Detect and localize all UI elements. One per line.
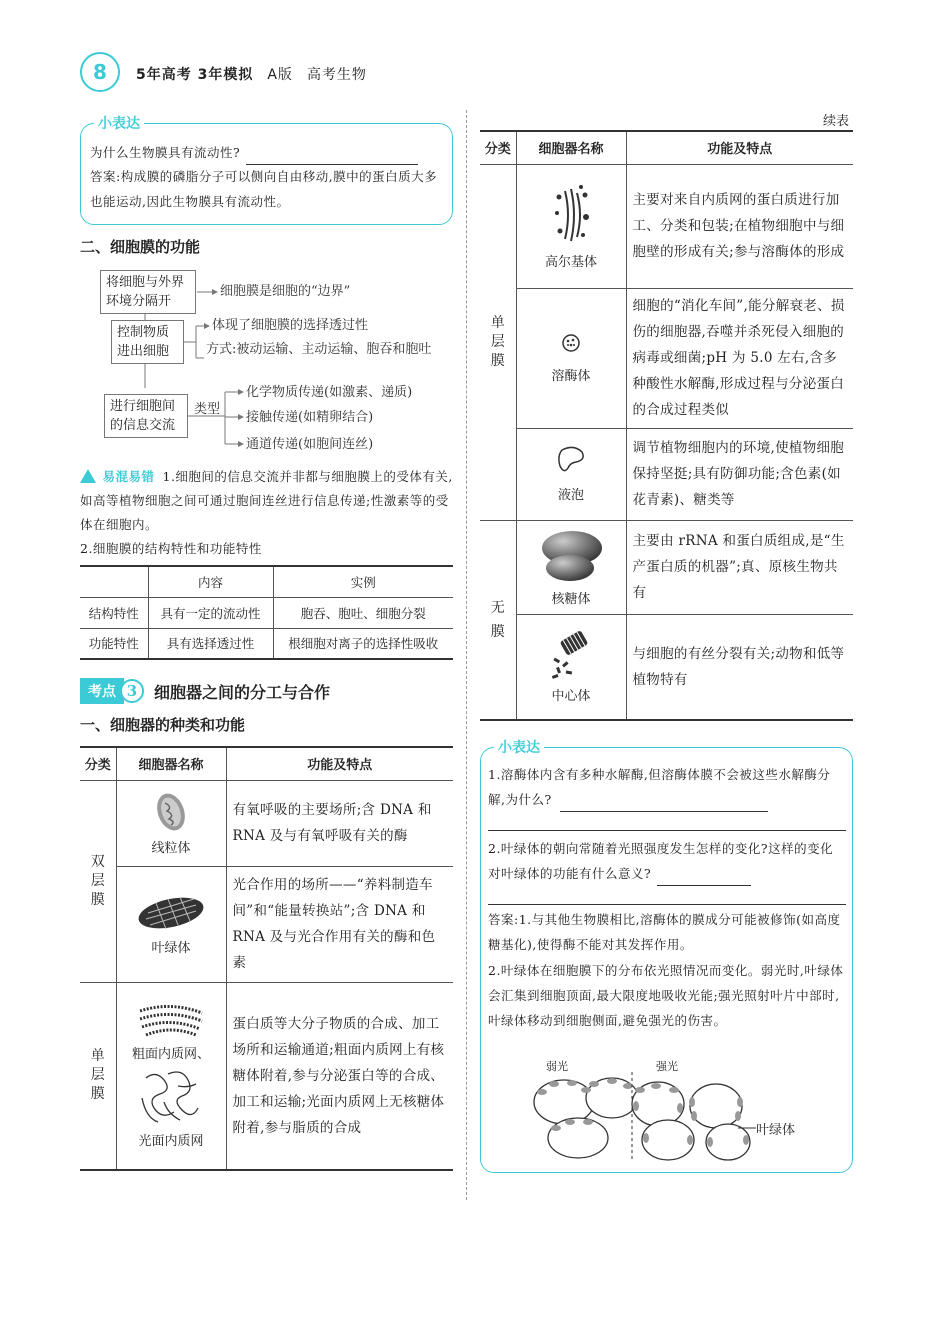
organelle-name: 叶绿体	[151, 940, 191, 956]
continued-label: 续表	[823, 114, 850, 129]
book-title	[136, 64, 367, 84]
topic-label: 考点	[80, 678, 124, 704]
membrane-property-table	[80, 565, 453, 660]
table-row	[80, 780, 453, 866]
organelle-cell	[116, 866, 226, 982]
table-row	[80, 597, 453, 628]
table-row	[80, 982, 453, 1170]
flow-box-separate: 将细胞与外界环境分隔开	[100, 270, 196, 314]
topic-banner	[80, 678, 330, 704]
book-name: 5年高考 3年模拟	[136, 67, 254, 83]
organelle-function: 调节植物细胞内的环境,使植物细胞保持坚挺;具有防御功能;含色素(如花青素)、糖类等	[626, 428, 853, 520]
flow-result-channel: 通道传递(如胞间连丝)	[246, 437, 374, 452]
organelle-cell	[116, 982, 226, 1170]
lysosome-image	[561, 333, 581, 353]
table-header-row	[480, 131, 853, 164]
section-heading-organelle-types: 一、细胞器的种类和功能	[80, 716, 246, 734]
mitochondrion-image	[151, 791, 191, 833]
category-single-membrane	[480, 164, 516, 520]
warning-icon	[80, 469, 96, 483]
table-row	[480, 520, 853, 614]
table-cell: 根细胞对离子的选择性吸收	[273, 628, 453, 659]
table-cell: 结构特性	[80, 597, 148, 628]
table-row	[480, 614, 853, 720]
table-row	[480, 288, 853, 428]
answer-line	[657, 872, 751, 886]
category-single-membrane	[80, 982, 116, 1170]
category-label: 单层膜	[490, 314, 505, 369]
topic-number: 3	[120, 679, 144, 703]
table-header-cell	[80, 566, 148, 597]
flow-result-contact: 接触传递(如精卵结合)	[246, 410, 374, 425]
category-double-membrane	[80, 780, 116, 982]
organelle-cell	[516, 288, 626, 428]
organelle-function: 蛋白质等大分子物质的合成、加工场所和运输通道;粗面内质网上有核糖体附着,参与分泌蛋白等的合成、加工和运输;光面内质网上无核糖体附着,参与脂质的合成	[226, 982, 453, 1170]
table-header-cell: 细胞器名称	[516, 131, 626, 164]
centrosome-image	[548, 629, 594, 681]
chloroplast-image	[136, 893, 206, 933]
label-strong-light: 强光	[656, 1060, 678, 1073]
organelle-table-right	[480, 130, 853, 721]
warning-text-1: 1.细胞间的信息交流并非都与细胞膜上的受体有关,如高等植物细胞之间可通过胞间连丝进行信息传递;性激素等的受体在细胞内。	[80, 469, 453, 532]
box2-question-2-text: 2.叶绿体的朝向常随着光照强度发生怎样的变化?这样的变化对叶绿体的功能有什么意义?	[488, 841, 834, 881]
box2-question-1	[488, 762, 846, 812]
flow-result-selective: 体现了细胞膜的选择透过性	[212, 318, 369, 333]
edition: A版	[267, 67, 293, 83]
table-cell: 具有一定的流动性	[148, 597, 273, 628]
organelle-name: 线粒体	[151, 840, 191, 856]
flow-box-communication: 进行细胞间的信息交流	[104, 394, 188, 438]
ribosome-image	[536, 528, 606, 584]
expression-box-1-title: 小表达	[94, 113, 144, 133]
column-divider	[466, 110, 467, 1200]
table-header-row	[80, 747, 453, 780]
organelle-function: 主要对来自内质网的蛋白质进行加工、分类和包装;在植物细胞中与细胞壁的形成有关;参与溶酶体的形成	[626, 164, 853, 288]
table-cell: 胞吞、胞吐、细胞分裂	[273, 597, 453, 628]
flow-result-boundary: 细胞膜是细胞的“边界”	[220, 284, 351, 299]
expression-box-2-title: 小表达	[494, 737, 544, 757]
table-cell: 具有选择透过性	[148, 628, 273, 659]
box2-question-1-text: 1.溶酶体内含有多种水解酶,但溶酶体膜不会被这些水解酶分解,为什么?	[488, 767, 831, 807]
table-header-cell: 分类	[480, 131, 516, 164]
box2-answer-2: 2.叶绿体在细胞膜下的分布依光照情况而变化。弱光时,叶绿体会汇集到细胞顶面,最大限度地吸收光能;强光照射叶片中部时,叶绿体移动到细胞侧面,避免强光的伤害。	[488, 963, 844, 1028]
table-header-cell: 内容	[148, 566, 273, 597]
organelle-cell	[516, 164, 626, 288]
page-number: 8	[80, 52, 120, 92]
table-header-cell: 实例	[273, 566, 453, 597]
table-header-row	[80, 566, 453, 597]
answer-line	[488, 904, 846, 905]
flow-result-chemical: 化学物质传递(如激素、递质)	[246, 385, 413, 400]
organelle-name: 溶酶体	[551, 368, 591, 384]
organelle-function: 主要由 rRNA 和蛋白质组成,是“生产蛋白质的机器”;真、原核生物共有	[626, 520, 853, 614]
organelle-name: 核糖体	[551, 591, 591, 607]
organelle-function: 有氧呼吸的主要场所;含 DNA 和 RNA 及与有氧呼吸有关的酶	[226, 780, 453, 866]
smooth-er-image	[138, 1068, 204, 1126]
organelle-function: 与细胞的有丝分裂有关;动物和低等植物特有	[626, 614, 853, 720]
golgi-image	[551, 183, 591, 247]
organelle-function: 光合作用的场所——“养料制造车间”和“能量转换站”;含 DNA 和 RNA 及与光合作用有关的酶和色素	[226, 866, 453, 982]
box1-question-text: 为什么生物膜具有流动性?	[90, 145, 241, 160]
subject: 高考生物	[306, 67, 367, 83]
box1-answer: 答案:构成膜的磷脂分子可以侧向自由移动,膜中的蛋白质大多也能运动,因此生物膜具有流动性。	[90, 169, 438, 209]
category-label: 无膜	[490, 599, 505, 640]
label-weak-light: 弱光	[546, 1060, 568, 1073]
category-label: 单层膜	[90, 1048, 105, 1103]
organelle-cell	[516, 428, 626, 520]
organelle-table-left	[80, 746, 453, 1171]
rough-er-image	[136, 1003, 206, 1039]
organelle-name: 光面内质网	[138, 1133, 204, 1149]
flow-type-label: 类型	[194, 402, 221, 417]
table-header-cell: 分类	[80, 747, 116, 780]
box2-answer-1: 答案:1.与其他生物膜相比,溶酶体的膜成分可能被修饰(如高度糖基化),使得酶不能对其发挥作用。	[488, 912, 841, 952]
flow-result-methods: 方式:被动运输、主动运输、胞吞和胞吐	[206, 342, 432, 357]
table-header-cell: 功能及特点	[626, 131, 853, 164]
table-cell: 功能特性	[80, 628, 148, 659]
answer-line	[560, 798, 768, 812]
table-row	[80, 866, 453, 982]
topic-title: 细胞器之间的分工与合作	[154, 682, 331, 702]
table-header-cell: 细胞器名称	[116, 747, 226, 780]
table-row	[480, 164, 853, 288]
warning-title: 易混易错	[102, 469, 155, 484]
vacuole-image	[556, 446, 586, 474]
label-chloroplast: 叶绿体	[756, 1123, 796, 1138]
chloroplast-distribution-diagram	[528, 1072, 758, 1162]
category-no-membrane	[480, 520, 516, 720]
organelle-cell	[116, 780, 226, 866]
organelle-name: 粗面内质网、	[131, 1046, 210, 1062]
flow-box-control: 控制物质进出细胞	[111, 320, 184, 364]
table-row	[480, 428, 853, 520]
organelle-function: 细胞的“消化车间”,能分解衰老、损伤的细胞器,吞噬并杀死侵入细胞的病毒或细菌;pH 为 5.0 左右,含多种酸性水解酶,形成过程与分泌蛋白的合成过程类似	[626, 288, 853, 428]
box2-question-2	[488, 836, 846, 886]
warning-text-2: 2.细胞膜的结构特性和功能特性	[80, 541, 262, 556]
organelle-name: 液泡	[557, 487, 584, 503]
box1-question	[90, 140, 446, 165]
category-label: 双层膜	[90, 853, 105, 908]
organelle-name: 高尔基体	[544, 254, 597, 270]
organelle-cell	[516, 614, 626, 720]
organelle-cell	[516, 520, 626, 614]
answer-line	[488, 830, 846, 831]
answer-line	[246, 151, 418, 165]
section-heading-membrane-function: 二、细胞膜的功能	[80, 238, 201, 256]
table-row	[80, 628, 453, 659]
organelle-name: 中心体	[551, 689, 591, 705]
warning-block	[80, 465, 453, 537]
table-header-cell: 功能及特点	[226, 747, 453, 780]
